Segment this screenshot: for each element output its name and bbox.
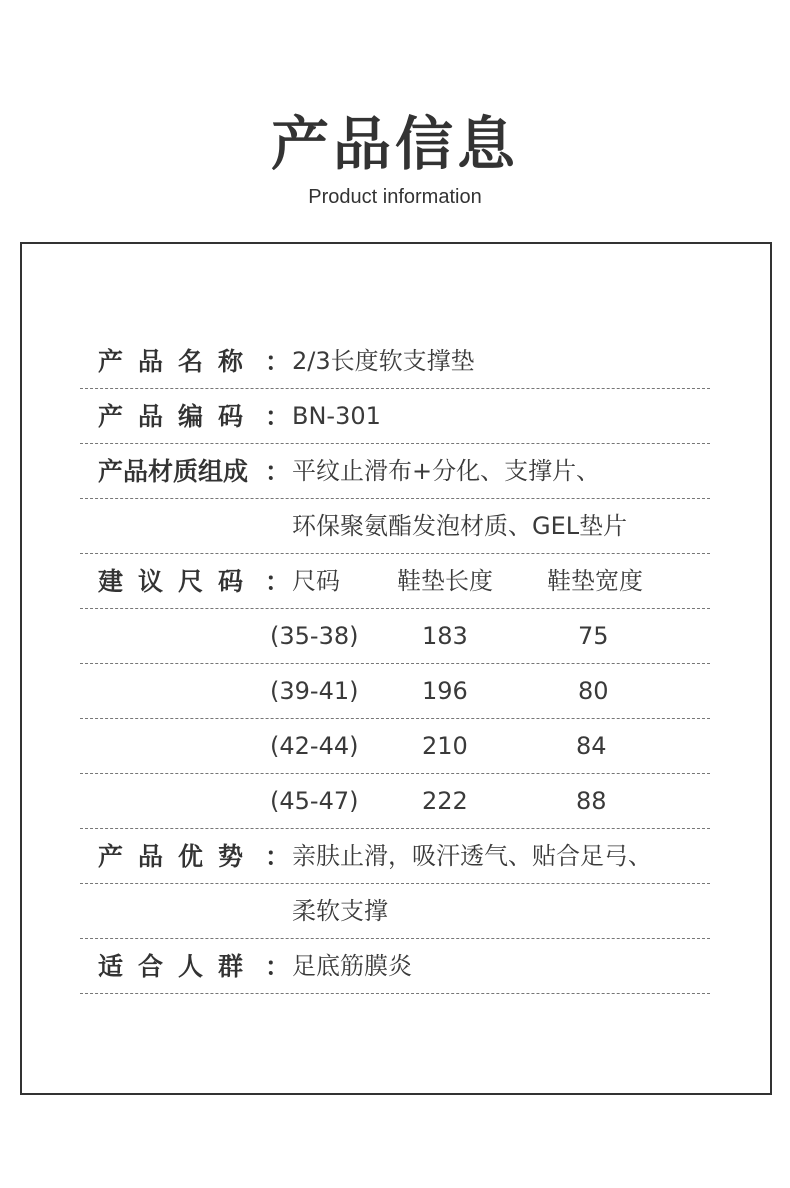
page-title: 产品信息: [270, 110, 519, 178]
product-code-label: 产品编码: [98, 402, 259, 431]
size-cell-range: (39-41): [270, 677, 359, 705]
size-header-length: 鞋垫长度: [397, 567, 493, 595]
size-label: 建议尺码: [98, 567, 259, 596]
size-colon: ：: [265, 567, 291, 596]
audience-label: 适合人群: [98, 952, 259, 981]
advantage-line-1: 亲肤止滑，吸汗透气、贴合足弓、: [292, 842, 652, 870]
advantage-colon: ：: [265, 842, 291, 871]
size-cell-width: 88: [576, 787, 607, 815]
size-cell-length: 222: [422, 787, 468, 815]
size-header-width: 鞋垫宽度: [547, 567, 643, 595]
material-label: 产品材质组成: [98, 457, 249, 486]
size-cell-width: 84: [576, 732, 607, 760]
size-row: [80, 664, 710, 719]
material-colon: ：: [265, 457, 291, 486]
product-name-label: 产品名称: [98, 347, 259, 376]
row-size-header: [80, 554, 710, 609]
row-material-2: [80, 499, 710, 554]
advantage-label: 产品优势: [98, 842, 259, 871]
product-name-value: 2/3长度软支撑垫: [292, 347, 475, 375]
row-product-code: [80, 389, 710, 444]
audience-value: 足底筋膜炎: [292, 952, 412, 980]
product-name-colon: ：: [265, 347, 291, 376]
size-cell-range: (45-47): [270, 787, 359, 815]
size-cell-length: 196: [422, 677, 468, 705]
material-line-1: 平纹止滑布+分化、支撑片、: [292, 457, 601, 485]
page-subtitle: Product information: [308, 186, 482, 208]
size-row: [80, 609, 710, 664]
row-product-name: [80, 334, 710, 389]
size-cell-length: 183: [422, 622, 468, 650]
size-cell-length: 210: [422, 732, 468, 760]
size-cell-width: 80: [578, 677, 609, 705]
product-code-value: BN-301: [292, 402, 381, 430]
material-line-2: 环保聚氨酯发泡材质、GEL垫片: [292, 512, 628, 540]
row-audience: [80, 939, 710, 994]
row-material-1: [80, 444, 710, 499]
advantage-line-2: 柔软支撑: [292, 897, 388, 925]
product-code-colon: ：: [265, 402, 291, 431]
size-cell-range: (42-44): [270, 732, 359, 760]
audience-colon: ：: [265, 952, 291, 981]
size-cell-range: (35-38): [270, 622, 359, 650]
size-cell-width: 75: [578, 622, 609, 650]
size-row: [80, 774, 710, 829]
row-advantage-1: [80, 829, 710, 884]
row-advantage-2: [80, 884, 710, 939]
size-row: [80, 719, 710, 774]
size-header-size: 尺码: [292, 567, 340, 595]
